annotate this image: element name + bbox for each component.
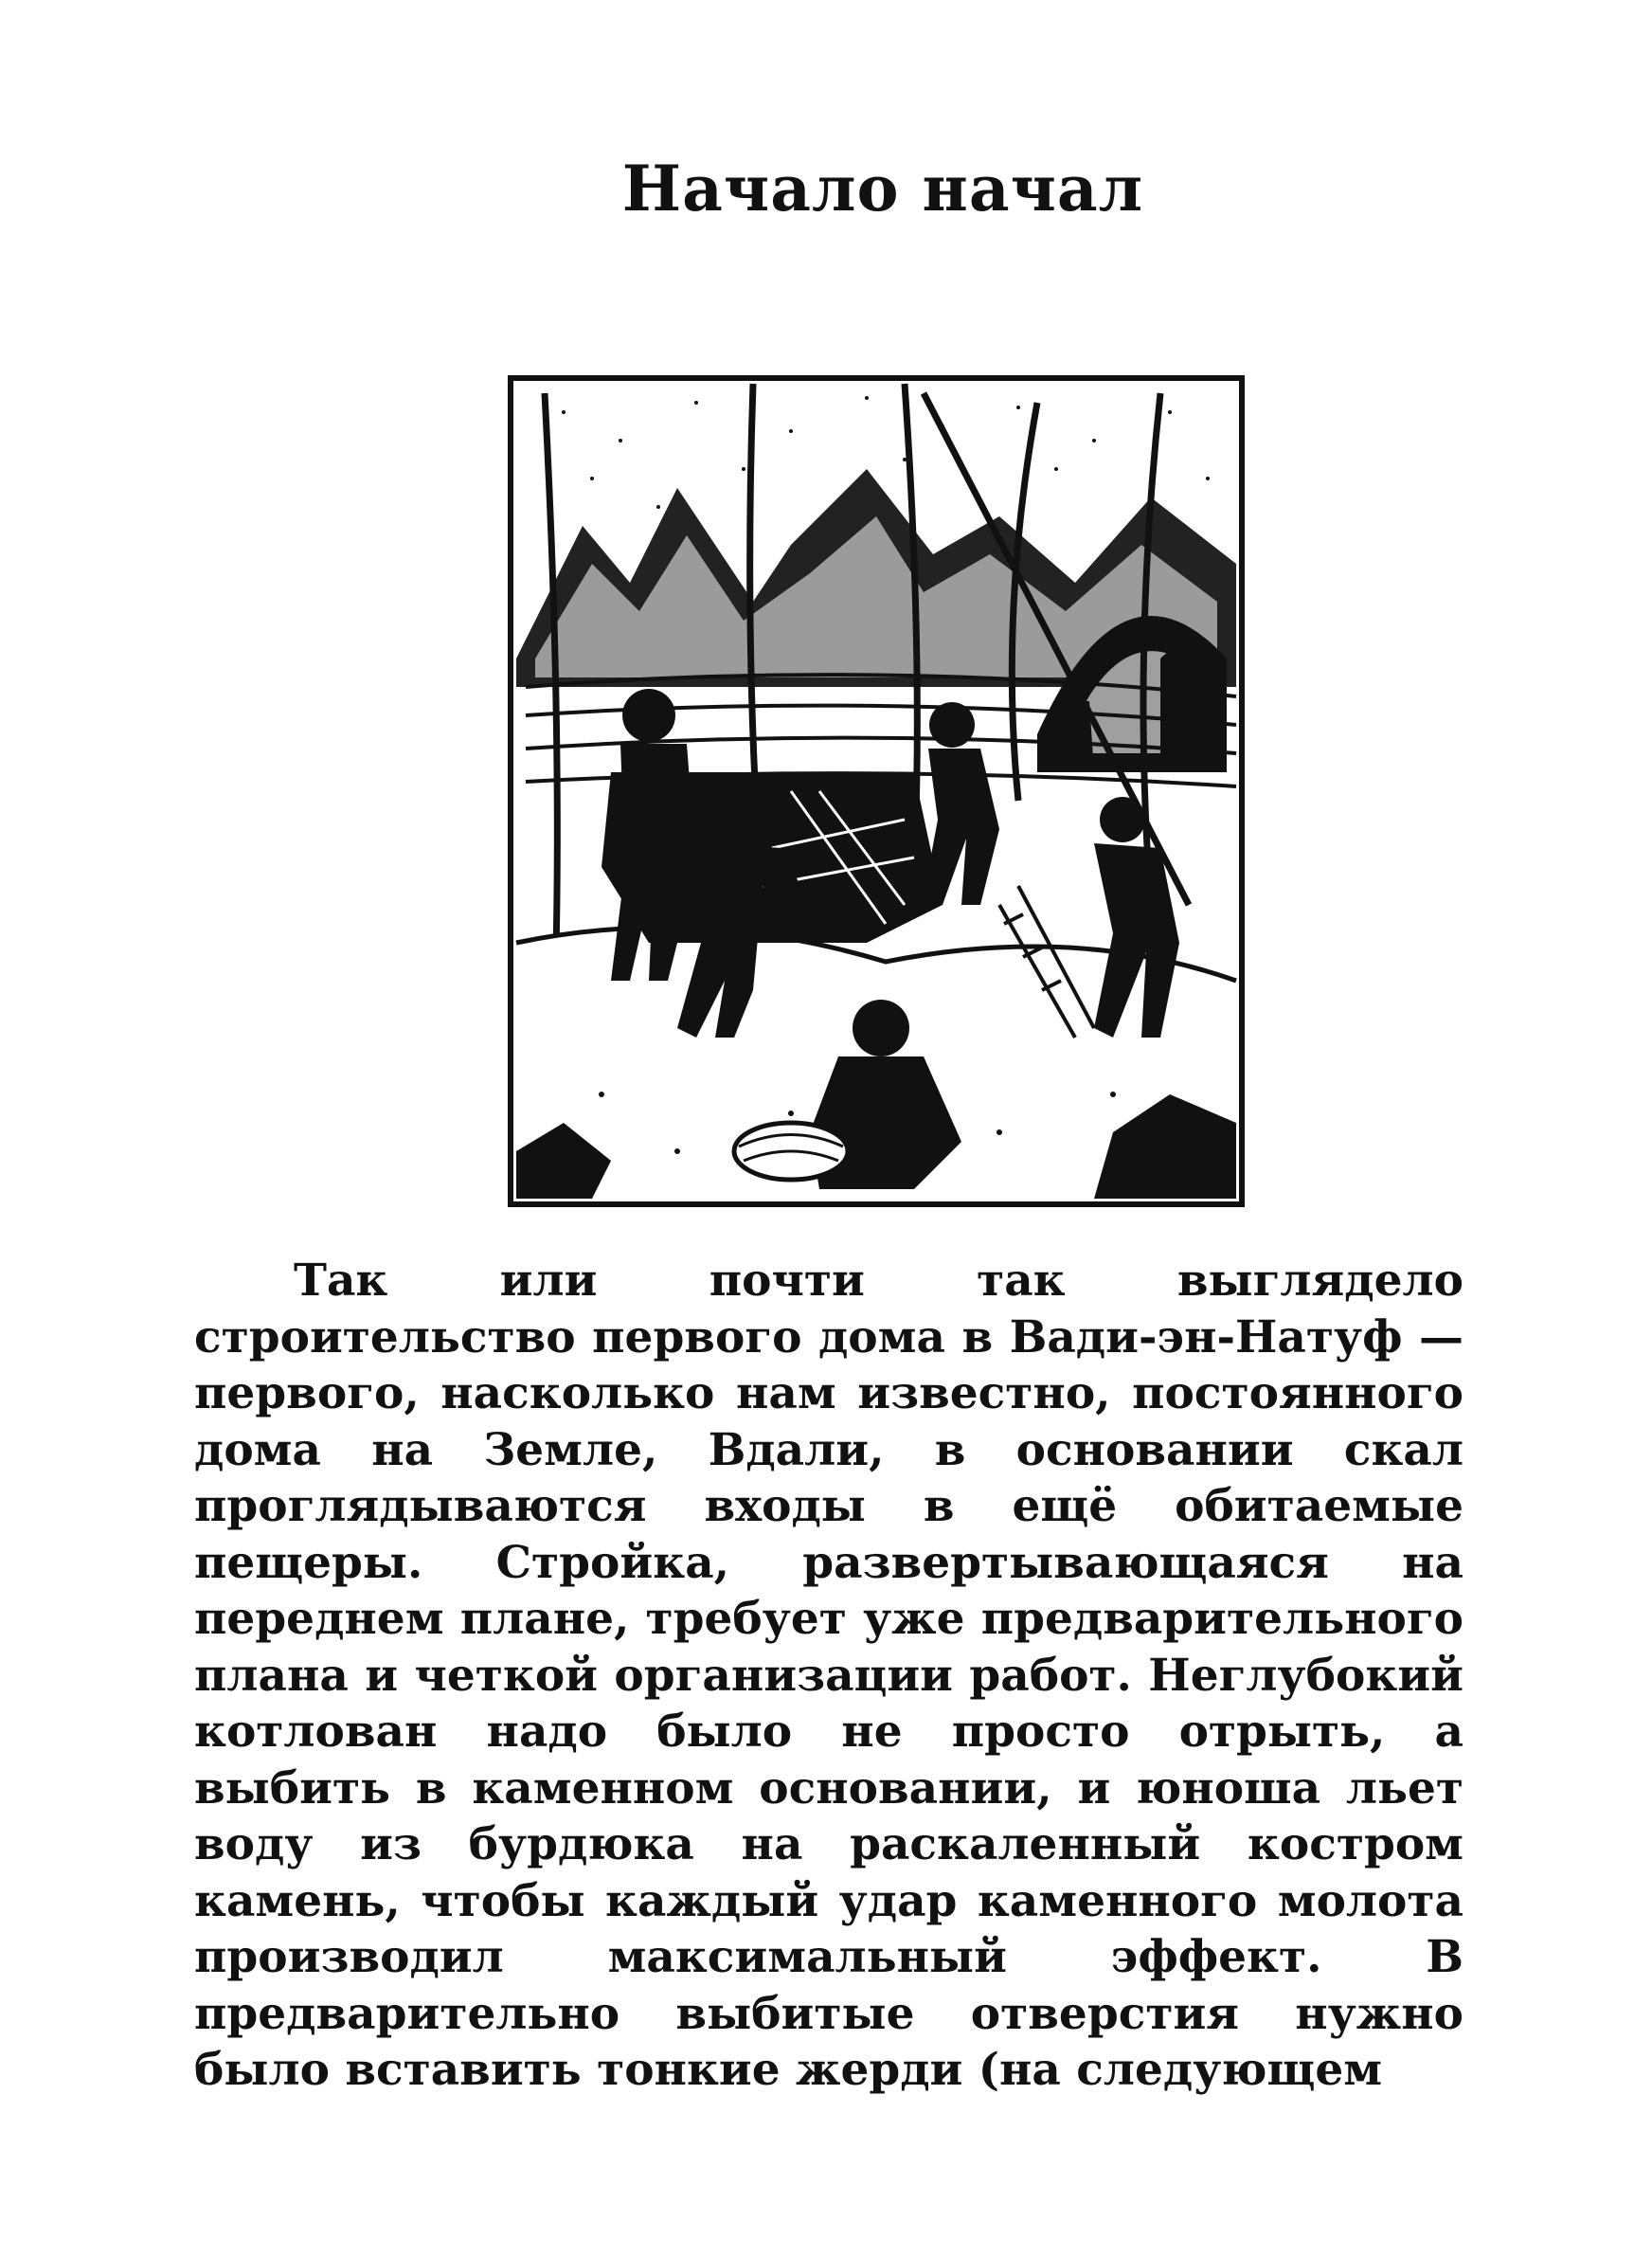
page-title: Начало начал (621, 152, 1144, 226)
house-construction-illustration (507, 374, 1246, 1208)
illustration-drawing (507, 374, 1246, 1208)
body-paragraph: Так или почти так выглядело строительство первого дома в Вади-эн-Натуф — первого, насколько нам известно, постоянного дома на Земле, Вдали, в основании скал проглядываются входы в ещё обитаемые пещеры. Стройка, развертывающаяся на переднем плане, требует уже предварительного плана и четкой организации работ. Неглубокий котлован надо было не просто отрыть, а выбить в каменном основании, и юноша льет воду из бурдюка на раскаленный костром камень, чтобы каждый удар каменного молота производил максимальный эффект. В предварительно выбитые отверстия нужно было вставить тонкие жерди (на следующем (194, 1255, 1463, 2096)
